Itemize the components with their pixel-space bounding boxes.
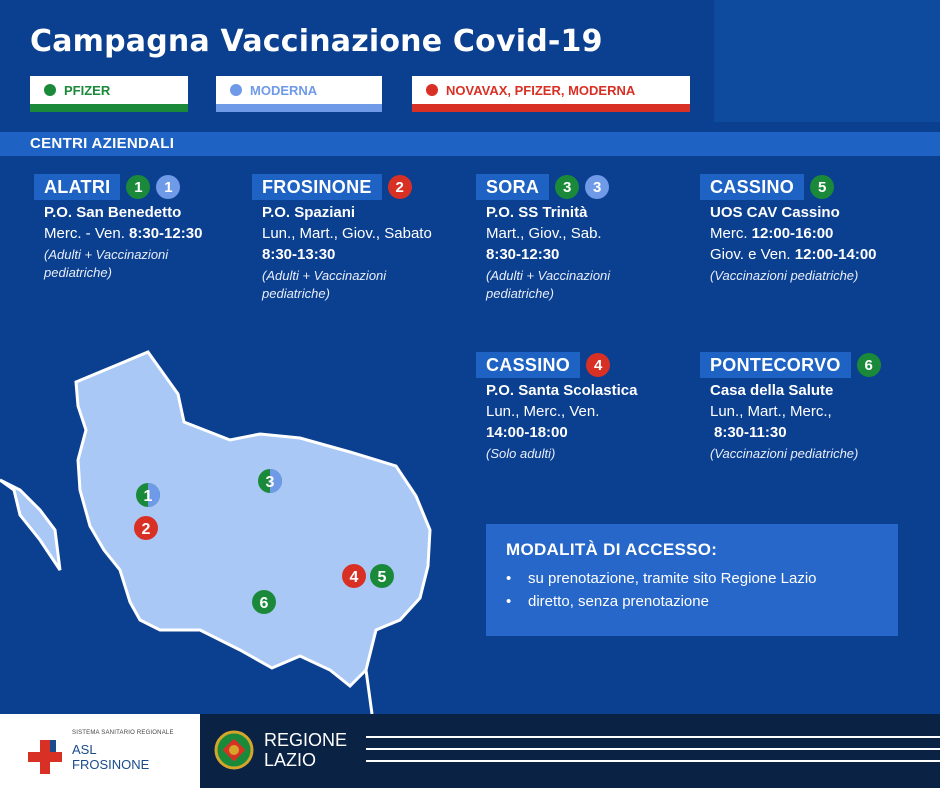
mixed-dot-icon <box>426 84 438 96</box>
center-days: Lun., Mart., Giov., Sabato <box>262 225 432 242</box>
bullet-icon: • <box>506 593 512 610</box>
center-time: 8:30-12:30 <box>486 246 560 263</box>
center-name: ALATRI <box>34 174 120 200</box>
center-time: 8:30-11:30 <box>714 424 787 441</box>
center-alatri <box>34 174 214 282</box>
moderna-badge: 1 <box>156 175 180 199</box>
center-name: FROSINONE <box>252 174 382 200</box>
pfizer-badge: 5 <box>810 175 834 199</box>
regione-lazio-emblem-icon <box>214 730 254 770</box>
center-frosinone <box>252 174 432 303</box>
legend-pfizer <box>30 76 188 112</box>
svg-text:2: 2 <box>141 521 151 538</box>
mixed-badge: 2 <box>388 175 412 199</box>
pfizer-badge: 1 <box>126 175 150 199</box>
moderna-dot-icon <box>230 84 242 96</box>
pfizer-dot-icon <box>44 84 56 96</box>
page-title: Campagna Vaccinazione Covid-19 <box>30 24 603 59</box>
center-note: (Adulti + Vaccinazioni pediatriche) <box>44 247 169 280</box>
center-location: P.O. Spaziani <box>262 204 356 221</box>
center-time: 8:30-13:30 <box>262 246 336 263</box>
svg-text:4: 4 <box>349 569 359 586</box>
svg-text:5: 5 <box>377 569 387 586</box>
center-cassino-scolastica <box>476 352 637 463</box>
center-days: Lun., Mart., Merc., <box>710 403 832 420</box>
asl-name: ASL FROSINONE <box>72 742 150 772</box>
center-time: 14:00-18:00 <box>486 424 568 441</box>
center-schedule: Merc. - Ven. 8:30-12:30 <box>44 225 203 242</box>
center-schedule-1: Merc. 12:00-16:00 <box>710 225 834 242</box>
header-panel <box>714 0 940 122</box>
map-marker-6 <box>252 590 276 614</box>
legend-moderna <box>216 76 382 112</box>
center-note: (Vaccinazioni pediatriche) <box>710 268 859 283</box>
footer-stripes <box>366 736 940 772</box>
section-title: CENTRI AZIENDALI <box>0 132 940 156</box>
center-note: (Adulti + Vaccinazioni pediatriche) <box>486 268 611 301</box>
center-note: (Vaccinazioni pediatriche) <box>710 446 859 461</box>
legend-mixed-label: NOVAVAX, PFIZER, MODERNA <box>446 82 636 98</box>
bullet-icon: • <box>506 570 512 587</box>
legend-pfizer-label: PFIZER <box>64 82 111 98</box>
center-location: UOS CAV Cassino <box>710 204 840 221</box>
center-location: P.O. Santa Scolastica <box>486 382 638 399</box>
mixed-badge: 4 <box>586 353 610 377</box>
province-shape <box>76 352 430 686</box>
center-name: SORA <box>476 174 549 200</box>
access-box <box>486 524 898 636</box>
map-marker-5 <box>370 564 394 588</box>
moderna-badge: 3 <box>585 175 609 199</box>
center-cassino-cav <box>700 174 877 285</box>
legend-mixed <box>412 76 690 112</box>
regione-name: REGIONE LAZIO <box>264 730 348 770</box>
asl-cross-icon <box>28 740 62 774</box>
access-item: • diretto, senza prenotazione <box>506 593 709 610</box>
access-item: • su prenotazione, tramite sito Regione Lazio <box>506 570 817 587</box>
center-name: CASSINO <box>476 352 580 378</box>
province-map <box>0 330 470 714</box>
map-marker-1 <box>136 483 160 507</box>
center-pontecorvo <box>700 352 881 463</box>
center-note: (Solo adulti) <box>486 446 556 461</box>
center-days: Lun., Merc., Ven. <box>486 403 600 420</box>
access-title: MODALITÀ DI ACCESSO: <box>506 540 718 559</box>
legend-moderna-label: MODERNA <box>250 82 318 98</box>
svg-text:1: 1 <box>143 488 153 505</box>
svg-text:3: 3 <box>265 474 275 491</box>
svg-text:6: 6 <box>259 595 269 612</box>
center-note: (Adulti + Vaccinazioni pediatriche) <box>262 268 387 301</box>
center-location: P.O. San Benedetto <box>44 204 182 221</box>
center-schedule-2: Giov. e Ven. 12:00-14:00 <box>710 246 877 263</box>
map-marker-2 <box>134 516 158 540</box>
center-days: Mart., Giov., Sab. <box>486 225 602 242</box>
center-sora <box>476 174 656 303</box>
center-location: Casa della Salute <box>710 382 834 399</box>
map-marker-3 <box>258 469 282 493</box>
map-marker-4 <box>342 564 366 588</box>
center-name: PONTECORVO <box>700 352 851 378</box>
asl-subtitle: SISTEMA SANITARIO REGIONALE <box>72 730 174 736</box>
coastline-shape <box>0 480 60 570</box>
center-location: P.O. SS Trinità <box>486 204 588 221</box>
pfizer-badge: 6 <box>857 353 881 377</box>
center-name: CASSINO <box>700 174 804 200</box>
pfizer-badge: 3 <box>555 175 579 199</box>
